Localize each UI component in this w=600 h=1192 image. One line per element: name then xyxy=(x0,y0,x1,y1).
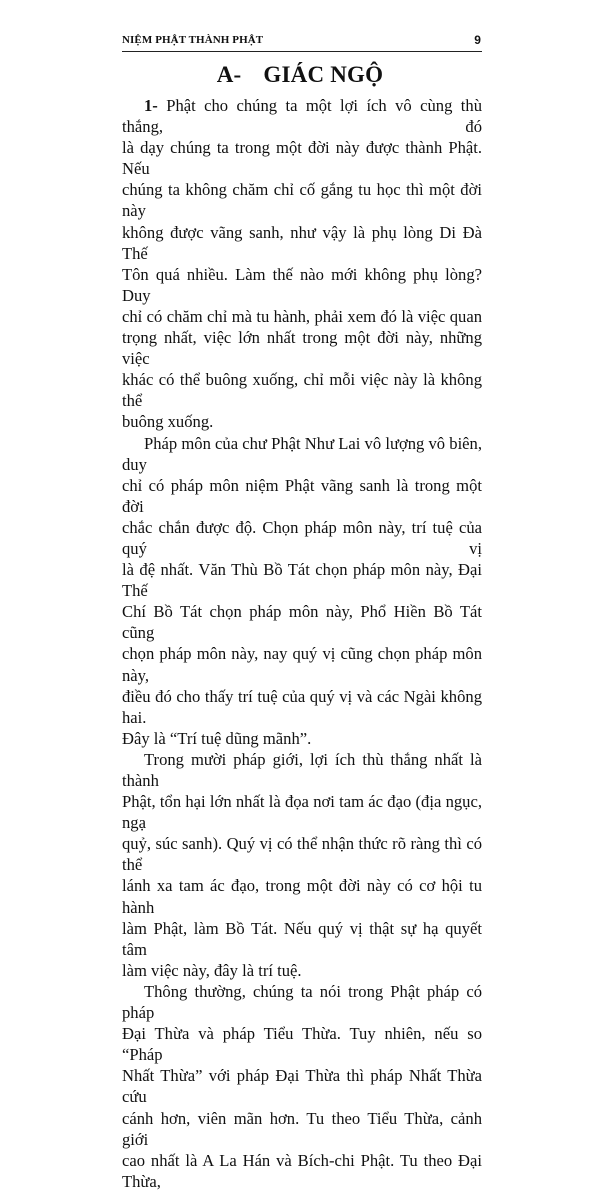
body-text xyxy=(122,95,482,1192)
paragraph xyxy=(122,749,482,981)
book-title: NIỆM PHẬT THÀNH PHẬT xyxy=(122,34,264,46)
text-line: Đại Thừa và pháp Tiểu Thừa. Tuy nhiên, nếu so “Pháp xyxy=(122,1024,482,1065)
text-line: Thông thường, chúng ta nói trong Phật pháp có pháp xyxy=(122,981,482,1023)
text-line: buông xuống. xyxy=(122,412,214,432)
paragraph xyxy=(122,433,482,749)
chapter-prefix: A- xyxy=(216,62,242,87)
text-line: Phật, tổn hại lớn nhất là đọa nơi tam ác đạo (địa ngục, ngạ xyxy=(122,792,482,833)
page-number: 9 xyxy=(474,33,481,47)
text-line: chọn pháp môn này, nay quý vị cũng chọn pháp môn này, xyxy=(122,644,482,685)
text-line: là dạy chúng ta trong một đời này được thành Phật. Nếu xyxy=(122,138,482,179)
text-line: Trong mười pháp giới, lợi ích thù thắng nhất là thành xyxy=(122,749,482,790)
paragraph xyxy=(122,981,482,1192)
text-line: Nhất Thừa” với pháp Đại Thừa thì pháp Nhất Thừa cứu xyxy=(122,1066,482,1107)
paragraph xyxy=(122,95,482,433)
text-line: lánh xa tam ác đạo, trong một đời này có cơ hội tu hành xyxy=(122,876,482,917)
text-line: chỉ có chăm chỉ mà tu hành, phải xem đó là việc quan xyxy=(122,306,482,326)
text-line: làm việc này, đây là trí tuệ. xyxy=(122,960,302,980)
text-line: trọng nhất, việc lớn nhất trong một đời này, những việc xyxy=(122,328,482,369)
text-line: khác có thể buông xuống, chỉ mỗi việc này là không thể xyxy=(122,370,482,411)
text-line: chúng ta không chăm chỉ cố gắng tu học thì một đời này xyxy=(122,180,482,221)
text-line: chắc chắn được độ. Chọn pháp môn này, trí tuệ của quý vị xyxy=(122,517,482,558)
text-line: điều đó cho thấy trí tuệ của quý vị và các Ngài không hai. xyxy=(122,686,482,727)
paragraph-number: 1- xyxy=(144,96,167,115)
text-line: Chí Bồ Tát chọn pháp môn này, Phổ Hiền Bồ Tát cũng xyxy=(122,602,482,643)
text-line: không được vãng sanh, như vậy là phụ lòng Di Đà Thế xyxy=(122,222,482,263)
text-line: chỉ có pháp môn niệm Phật vãng sanh là trong một đời xyxy=(122,475,482,516)
text-line: cao nhất là A La Hán và Bích-chi Phật. Tu theo Đại Thừa, xyxy=(122,1150,482,1191)
text-line xyxy=(122,95,482,137)
text-line: Tôn quá nhiều. Làm thế nào mới không phụ lòng? Duy xyxy=(122,264,482,305)
text-line: làm Phật, làm Bồ Tát. Nếu quý vị thật sự hạ quyết tâm xyxy=(122,918,482,959)
text-line-content: Phật cho chúng ta một lợi ích vô cùng thù thắng, đó xyxy=(122,96,482,137)
running-header xyxy=(122,34,482,52)
text-line: là đệ nhất. Văn Thù Bồ Tát chọn pháp môn này, Đại Thế xyxy=(122,560,482,601)
text-line: cánh hơn, viên mãn hơn. Tu theo Tiểu Thừa, cảnh giới xyxy=(122,1108,482,1149)
text-line: Pháp môn của chư Phật Như Lai vô lượng vô biên, duy xyxy=(122,433,482,474)
text-line: quỷ, súc sanh). Quý vị có thể nhận thức rõ ràng thì có thể xyxy=(122,834,482,875)
chapter-title-text: GIÁC NGỘ xyxy=(263,62,384,87)
text-line: Đây là “Trí tuệ dũng mãnh”. xyxy=(122,728,312,748)
chapter-title xyxy=(0,62,600,88)
